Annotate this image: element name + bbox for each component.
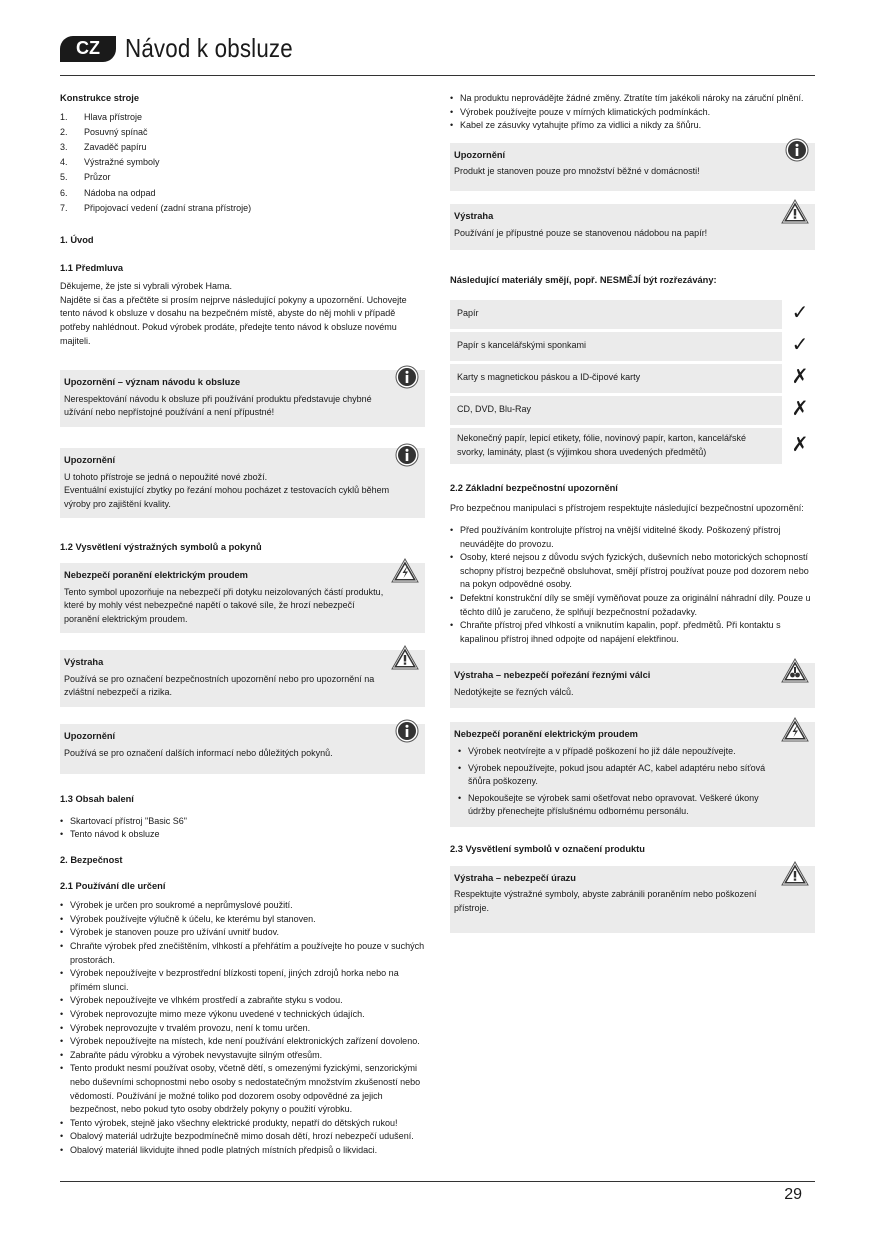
list-item: 3. Zavaděč papíru xyxy=(60,142,147,152)
box-title: Upozornění xyxy=(454,149,506,160)
list-item: • Zabraňte pádu výrobku a výrobek nevystavujte silným otřesům. xyxy=(60,1049,425,1063)
box-text: Nedotýkejte se řezných válců. xyxy=(454,686,574,697)
footer-divider xyxy=(60,1181,815,1182)
usage-list-continued xyxy=(450,92,815,133)
list-item: 6. Nádoba na odpad xyxy=(60,187,156,198)
list-item: 7. Připojovací vedení (zadní strana přístroje) xyxy=(60,202,252,213)
material-name: Papír xyxy=(450,300,782,329)
usage-list xyxy=(60,899,425,1157)
page-header xyxy=(60,33,320,64)
list-item: • Výrobek nepoužívejte ve vlhkém prostředí a zabraňte styku s vodou. xyxy=(60,994,425,1008)
page-number: 29 xyxy=(784,1186,802,1203)
cut-warning-icon xyxy=(781,658,809,683)
info-icon xyxy=(395,719,419,743)
list-item: • Výrobek používejte výlučně k účelu, ke kterému byl stanoven. xyxy=(60,913,425,927)
safety-heading: 2. Bezpečnost xyxy=(60,855,123,866)
preface-text-1: Děkujeme, že jste si vybrali výrobek Hama. xyxy=(60,281,233,292)
list-item: • Obalový materiál udržujte bezpodmínečně mimo dosah dětí, hrozí nebezpečí udušení. xyxy=(60,1130,425,1144)
warning-box xyxy=(60,650,425,707)
warning-box-injury xyxy=(450,866,815,934)
page-title: Návod k obsluze xyxy=(125,33,293,63)
usage-heading: 2.1 Používání dle určení xyxy=(60,880,166,891)
construction-heading: Konstrukce stroje xyxy=(60,93,140,103)
cross-icon: ✗ xyxy=(782,364,815,393)
box-list xyxy=(454,745,781,819)
danger-box-electric-2 xyxy=(450,722,815,827)
list-item: 1. Hlava přístroje xyxy=(60,111,143,122)
box-title: Výstraha xyxy=(454,210,494,221)
list-item: • Nepokoušejte se výrobek sami ošetřovat nebo opravovat. Veškeré úkony údržby přenechejte příslušnému odbornému personálu. xyxy=(458,792,781,819)
box-text: Eventuální existující zbytky po řezání mohou pocházet z testovacích cyklů během výroby pro zajištění kvality. xyxy=(64,485,390,509)
box-title: Nebezpečí poranění elektrickým proudem xyxy=(64,569,248,580)
box-title: Upozornění – význam návodu k obsluze xyxy=(64,377,241,388)
materials-table xyxy=(450,297,815,467)
electric-warning-icon xyxy=(391,558,419,583)
box-title: Výstraha xyxy=(64,657,104,668)
box-text: Používání je přípustné pouze se stanovenou nádobou na papír! xyxy=(454,227,708,238)
notice-box-new-goods xyxy=(60,448,425,518)
box-title: Výstraha – nebezpečí úrazu xyxy=(454,872,576,883)
material-name: Papír s kancelářskými sponkami xyxy=(450,332,782,361)
notice-box-manual xyxy=(60,370,425,427)
intro-heading: 1. Úvod xyxy=(60,235,94,246)
preface-text-2: Najděte si čas a přečtěte si prosím nejprve následující pokyny a upozornění. Uchovejte tento návod k obsluze v dosahu na bezpečném místě, abyste do něj mohli v případě potřeby nahlédnout. Pokud výrobek prodáte, předejte tento návod k obsluze novému majiteli. xyxy=(60,294,407,346)
box-text: Používá se pro označení bezpečnostních upozornění nebo pro upozornění na zvláštní nebezpečí a rizika. xyxy=(64,673,375,698)
table-row xyxy=(450,396,815,425)
header-divider xyxy=(60,75,815,76)
basic-safety-heading: 2.2 Základní bezpečnostní upozornění xyxy=(450,482,618,493)
list-item: • Tento produkt nesmí používat osoby, včetně dětí, s omezenými fyzickými, senzorickými nebo duševními schopnostmi nebo osoby s nedostatečným množstvím zkušeností nebo vědomostí. Používání je možné toliko pod dozorem osoby odpovědné za jejich bezpečnost, nebo pokud tyto osoby obdržely pokyny o použití výrobku. xyxy=(60,1062,425,1116)
list-item: • Kabel ze zásuvky vytahujte přímo za vidlici a nikdy za šňůru. xyxy=(450,119,815,133)
list-item: • Výrobek je stanoven pouze pro užívání uvnitř budov. xyxy=(60,926,425,940)
list-item: • Chraňte přístroj před vlhkostí a vniknutím kapalin, popř. předmětů. Při kontaktu s kapalinou přístroj ihned odpojte od napájení elektřinou. xyxy=(450,619,815,646)
info-icon xyxy=(395,443,419,467)
box-text: Nerespektování návodu k obsluze při používání produktu představuje chybné užívání nebo nepřístojné používání a není přípustné! xyxy=(64,393,372,418)
warning-icon xyxy=(391,645,419,670)
table-row xyxy=(450,364,815,393)
preface-heading: 1.1 Předmluva xyxy=(60,262,124,273)
table-row xyxy=(450,332,815,361)
construction-list xyxy=(60,110,425,216)
info-icon xyxy=(785,138,809,162)
box-text: Tento symbol upozorňuje na nebezpečí při dotyku neizolovaných částí produktu, které by mohly vést nebezpečné napětí o takové síle, že hrozí nebezpečí poranění elektrickým proudem. xyxy=(64,586,384,624)
list-item: • Osoby, které nejsou z důvodu svých fyzických, duševních nebo motorických schopností schopny přístroj bezpečně obsluhovat, smějí přístroj používat pouze pod dozorem nebo na pokyn odpovědné osoby. xyxy=(450,551,815,592)
box-text: Produkt je stanoven pouze pro množství běžné v domácnosti! xyxy=(454,166,700,177)
list-item: 4. Výstražné symboly xyxy=(60,157,160,168)
list-item: • Výrobek je určen pro soukromé a neprůmyslové použití. xyxy=(60,899,425,913)
warning-box-container xyxy=(450,204,815,250)
electric-warning-icon xyxy=(781,717,809,742)
symbols-heading: 1.2 Vysvětlení výstražných symbolů a pokynů xyxy=(60,542,262,553)
left-column xyxy=(60,92,425,1158)
list-item: 2. Posuvný spínač xyxy=(60,126,148,137)
list-item: • Na produktu neprovádějte žádné změny. Ztratíte tím jakékoli nároky na záruční plnění. xyxy=(450,92,815,106)
info-box xyxy=(60,724,425,774)
list-item: • Chraňte výrobek před znečištěním, vlhkostí a přehřátím a používejte ho pouze v suchých prostorách. xyxy=(60,940,425,967)
box-text: Používá se pro označení dalších informací nebo důležitých pokynů. xyxy=(64,747,333,758)
right-column xyxy=(450,92,815,933)
table-row xyxy=(450,300,815,329)
box-title: Upozornění xyxy=(64,454,116,465)
list-item: • Defektní konstrukční díly se smějí vyměňovat pouze za originální náhradní díly. Pouze u těchto dílů je zaručeno, že splňují bezpečnostní požadavky. xyxy=(450,592,815,619)
check-icon: ✓ xyxy=(782,332,815,361)
box-title: Výstraha – nebezpečí pořezání řeznými válci xyxy=(454,670,651,681)
box-title: Upozornění xyxy=(64,731,116,742)
basic-safety-list xyxy=(450,524,815,646)
material-name: Karty s magnetickou páskou a ID-čipové karty xyxy=(450,364,782,393)
list-item: • Tento výrobek, stejně jako všechny elektrické produkty, nepatří do dětských rukou! xyxy=(60,1117,425,1131)
warning-box-rollers xyxy=(450,663,815,708)
materials-heading: Následující materiály smějí, popř. NESMĚJÍ být rozřezávány: xyxy=(450,275,717,286)
package-heading: 1.3 Obsah balení xyxy=(60,794,134,805)
cross-icon: ✗ xyxy=(782,396,815,425)
list-item: • Výrobek neotvírejte a v případě poškození ho již dále nepoužívejte. xyxy=(458,745,781,759)
box-text: U tohoto přístroje se jedná o nepoužité nové zboží. xyxy=(64,471,268,482)
basic-safety-intro: Pro bezpečnou manipulaci s přístrojem respektujte následující bezpečnostní upozornění: xyxy=(450,503,804,514)
list-item: • Obalový materiál likvidujte ihned podle platných místních předpisů o likvidaci. xyxy=(60,1144,425,1158)
cross-icon: ✗ xyxy=(782,428,815,464)
package-list xyxy=(60,815,425,842)
warning-icon xyxy=(781,199,809,224)
danger-box-electric xyxy=(60,563,425,633)
list-item: • Tento návod k obsluze xyxy=(60,828,425,842)
check-icon: ✓ xyxy=(782,300,815,329)
list-item: • Výrobek nepoužívejte v bezprostřední blízkosti topení, jiných zdrojů horka nebo na přímém slunci. xyxy=(60,967,425,994)
list-item: 5. Průzor xyxy=(60,172,111,183)
info-icon xyxy=(395,365,419,389)
warning-icon xyxy=(781,861,809,886)
material-name: CD, DVD, Blu-Ray xyxy=(450,396,782,425)
list-item: • Výrobek nepoužívejte, pokud jsou adaptér AC, kabel adaptéru nebo síťová šňůra poškozeny. xyxy=(458,762,781,789)
material-name: Nekonečný papír, lepicí etikety, fólie, novinový papír, karton, kancelářské svorky, lamináty, plast (s výjimkou shora uvedených předmětů) xyxy=(450,428,782,464)
list-item: • Výrobek nepoužívejte na místech, kde není používání elektronických zařízení dovoleno. xyxy=(60,1035,425,1049)
language-badge: CZ xyxy=(60,36,116,62)
box-text: Respektujte výstražné symboly, abyste zabránili poraněním nebo poškození přístroje. xyxy=(454,889,757,913)
table-row xyxy=(450,428,815,464)
box-title: Nebezpečí poranění elektrickým proudem xyxy=(454,729,638,740)
notice-box-household xyxy=(450,143,815,191)
list-item: • Skartovací přístroj "Basic S6" xyxy=(60,815,425,829)
list-item: • Výrobek neprovozujte mimo meze výkonu uvedené v technických údajích. xyxy=(60,1008,425,1022)
list-item: • Výrobek neprovozujte v trvalém provozu, není k tomu určen. xyxy=(60,1022,425,1036)
symbols2-heading: 2.3 Vysvětlení symbolů v označení produktu xyxy=(450,844,645,855)
list-item: • Výrobek používejte pouze v mírných klimatických podmínkách. xyxy=(450,106,815,120)
list-item: • Před používáním kontrolujte přístroj na vnější viditelné škody. Poškozený přístroj neuvádějte do provozu. xyxy=(450,524,815,551)
